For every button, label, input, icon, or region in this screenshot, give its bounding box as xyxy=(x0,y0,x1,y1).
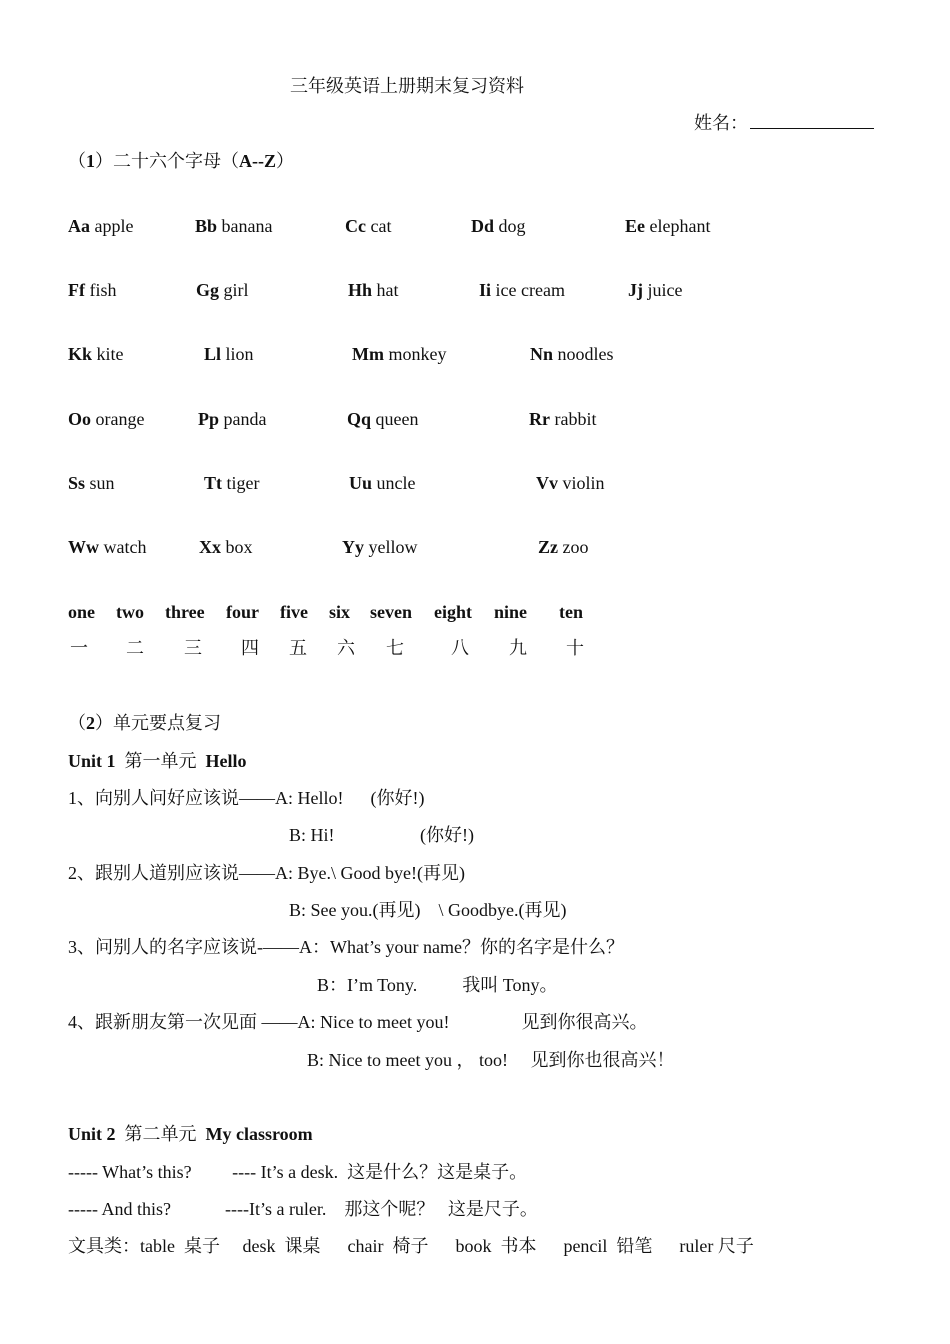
number-word: one xyxy=(68,602,95,622)
letter-word: kite xyxy=(96,344,124,364)
letter-word: apple xyxy=(94,216,134,236)
document-title: 三年级英语上册期末复习资料 xyxy=(290,76,524,96)
letter-item xyxy=(348,279,399,301)
number-word: seven xyxy=(370,602,412,622)
letter-item xyxy=(538,536,589,558)
number-chinese: 六 xyxy=(337,638,355,658)
letter-pair: Cc xyxy=(345,216,366,236)
letter-word: dog xyxy=(498,216,526,236)
letter-item xyxy=(204,472,260,494)
letter-item xyxy=(352,343,446,365)
letter-word: ice cream xyxy=(495,280,565,300)
section1-paren-open: （ xyxy=(68,151,86,171)
number-chinese: 七 xyxy=(386,638,404,658)
letter-word: tiger xyxy=(226,473,260,493)
letter-word: violin xyxy=(562,473,605,493)
unit2-line: ----- What’s this? ---- It’s a desk. 这是什么？这是桌子。 xyxy=(68,1162,528,1182)
letter-word: juice xyxy=(647,280,683,300)
letter-word: fish xyxy=(89,280,117,300)
number-word: two xyxy=(116,602,144,622)
unit2-line: ----- And this? ----It’s a ruler. 那这个呢？ 这是尺子。 xyxy=(68,1199,538,1219)
letter-word: uncle xyxy=(376,473,416,493)
section1-title xyxy=(68,150,294,172)
section1-label: ）二十六个字母（ xyxy=(95,151,239,171)
unit2-chinese: 第二单元 xyxy=(124,1124,197,1144)
letter-item xyxy=(529,408,597,430)
letter-item xyxy=(471,215,526,237)
number-chinese: 一 xyxy=(70,638,88,658)
letter-pair: Tt xyxy=(204,473,222,493)
letter-pair: Aa xyxy=(68,216,90,236)
letter-pair: Vv xyxy=(536,473,558,493)
unit1-line: B：I’m Tony. 我叫 Tony。 xyxy=(317,975,558,995)
letter-pair: Uu xyxy=(349,473,373,493)
letter-pair: Ii xyxy=(479,280,492,300)
unit1-line: 4、跟新朋友第一次见面 ——A: Nice to meet you! 见到你很高兴。 xyxy=(68,1012,648,1032)
unit1-line: 2、跟别人道别应该说——A: Bye.\ Good bye!(再见) xyxy=(68,863,465,883)
letter-pair: Ll xyxy=(204,344,222,364)
letter-pair: Ww xyxy=(68,537,99,557)
section2-paren-open: （ xyxy=(68,713,86,733)
letter-word: elephant xyxy=(649,216,711,236)
unit1-heading xyxy=(68,750,247,772)
letter-item xyxy=(198,408,267,430)
letter-word: panda xyxy=(223,409,267,429)
letter-pair: Xx xyxy=(199,537,221,557)
letter-item xyxy=(479,279,565,301)
number-word: nine xyxy=(494,602,528,622)
number-word: four xyxy=(226,602,259,622)
number-chinese: 九 xyxy=(509,638,527,658)
letter-word: noodles xyxy=(557,344,614,364)
letter-item xyxy=(68,472,115,494)
letter-item xyxy=(68,408,145,430)
unit2-name: My classroom xyxy=(205,1124,313,1144)
unit1-name: Hello xyxy=(205,751,247,771)
letter-item xyxy=(628,279,682,301)
letter-pair: Qq xyxy=(347,409,372,429)
letter-item xyxy=(530,343,614,365)
letter-word: rabbit xyxy=(554,409,597,429)
letter-pair: Dd xyxy=(471,216,495,236)
unit1-line: B: Nice to meet you ， too! 见到你也很高兴！ xyxy=(307,1050,675,1070)
number-chinese: 二 xyxy=(126,638,144,658)
letter-pair: Yy xyxy=(342,537,364,557)
letter-word: monkey xyxy=(388,344,447,364)
letter-word: banana xyxy=(221,216,273,236)
letter-word: box xyxy=(225,537,253,557)
number-chinese: 八 xyxy=(451,638,469,658)
letter-pair: Gg xyxy=(196,280,220,300)
letter-word: yellow xyxy=(368,537,418,557)
letter-pair: Bb xyxy=(195,216,218,236)
letter-item xyxy=(68,343,124,365)
number-word: eight xyxy=(434,602,472,622)
unit1-label: Unit 1 xyxy=(68,751,116,771)
letter-word: zoo xyxy=(562,537,589,557)
number-word: ten xyxy=(559,602,583,622)
letter-word: lion xyxy=(225,344,254,364)
letter-item xyxy=(204,343,254,365)
section1-range: A--Z xyxy=(239,151,276,171)
letter-item xyxy=(199,536,253,558)
letter-pair: Zz xyxy=(538,537,558,557)
letter-pair: Rr xyxy=(529,409,550,429)
letter-item xyxy=(68,536,146,558)
number-chinese: 四 xyxy=(241,638,259,658)
letter-pair: Pp xyxy=(198,409,220,429)
letter-word: cat xyxy=(370,216,392,236)
letter-word: sun xyxy=(89,473,115,493)
letter-item xyxy=(625,215,710,237)
section1-number: 1 xyxy=(86,151,95,171)
letter-pair: Ss xyxy=(68,473,86,493)
unit1-chinese: 第一单元 xyxy=(124,751,197,771)
letter-word: hat xyxy=(376,280,399,300)
letter-item xyxy=(347,408,419,430)
section2-label: ）单元要点复习 xyxy=(95,713,221,733)
number-chinese: 三 xyxy=(184,638,202,658)
number-chinese: 五 xyxy=(289,638,307,658)
letter-pair: Ff xyxy=(68,280,85,300)
letter-pair: Mm xyxy=(352,344,384,364)
unit1-line: 1、向别人问好应该说——A: Hello! (你好!) xyxy=(68,788,425,808)
letter-item xyxy=(196,279,249,301)
number-word: three xyxy=(165,602,205,622)
letter-item xyxy=(195,215,273,237)
unit1-line: 3、问别人的名字应该说-——A：What’s your name？你的名字是什么？ xyxy=(68,937,624,957)
letter-item xyxy=(68,279,117,301)
letter-item xyxy=(536,472,605,494)
unit1-line: B: See you.(再见) \ Goodbye.(再见) xyxy=(289,900,567,920)
letter-pair: Hh xyxy=(348,280,373,300)
letter-item xyxy=(342,536,418,558)
section2-title xyxy=(68,712,221,734)
letter-item xyxy=(68,215,133,237)
name-field xyxy=(694,112,874,134)
letter-pair: Oo xyxy=(68,409,92,429)
unit1-line: B: Hi! (你好!) xyxy=(289,825,474,845)
unit2-line: 文具类：table 桌子 desk 课桌 chair 椅子 book 书本 pencil 铅笔 ruler 尺子 xyxy=(68,1236,754,1256)
letter-word: watch xyxy=(103,537,147,557)
unit2-label: Unit 2 xyxy=(68,1124,116,1144)
name-label: 姓名： xyxy=(694,113,748,133)
letter-word: girl xyxy=(223,280,249,300)
number-word: five xyxy=(280,602,308,622)
letter-pair: Nn xyxy=(530,344,554,364)
letter-item xyxy=(345,215,391,237)
letter-item xyxy=(349,472,416,494)
unit2-heading xyxy=(68,1123,313,1145)
section2-number: 2 xyxy=(86,713,95,733)
number-chinese: 十 xyxy=(566,638,584,658)
number-word: six xyxy=(329,602,351,622)
letter-word: queen xyxy=(375,409,419,429)
letter-pair: Kk xyxy=(68,344,93,364)
section1-paren-close: ） xyxy=(276,151,294,171)
letter-pair: Ee xyxy=(625,216,645,236)
name-blank-line xyxy=(750,112,874,129)
letter-pair: Jj xyxy=(628,280,643,300)
letter-word: orange xyxy=(95,409,145,429)
